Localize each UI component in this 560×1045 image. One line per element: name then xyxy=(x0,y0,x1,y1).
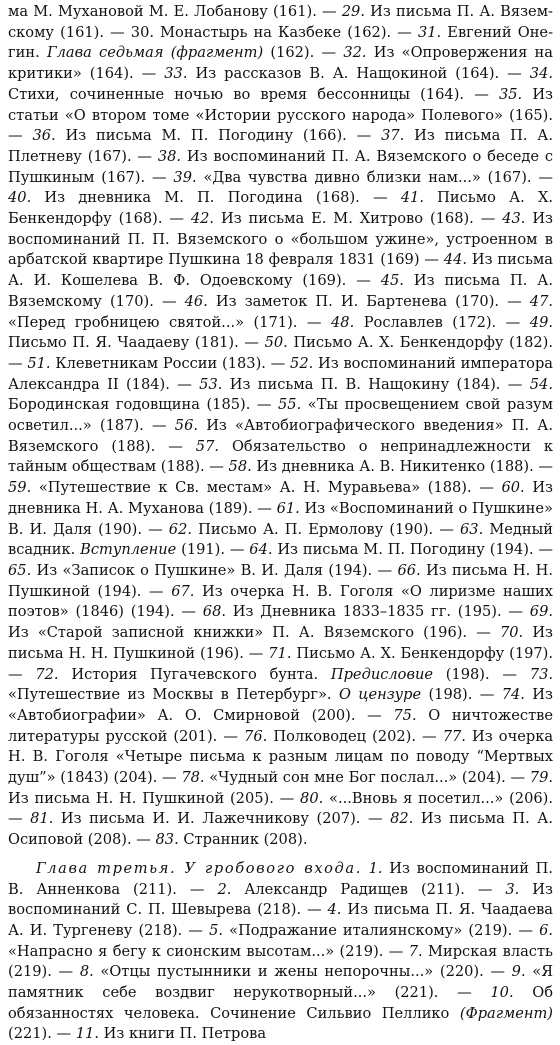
text-run: (191). — xyxy=(176,541,250,559)
entry-number: 42. xyxy=(190,210,215,228)
entry-number: 71. xyxy=(268,644,292,662)
text-run: История Пугачевского бунта. xyxy=(58,665,331,683)
entry-number: 49. xyxy=(529,313,553,331)
text-run: Из письма А. И. Кошелева В. Ф. Одоевскому (169). — xyxy=(8,251,553,290)
entry-number: 65. xyxy=(8,561,32,579)
entry-number: 82. xyxy=(390,810,414,828)
text-run: Из «Воспоминаний о Пушкине» В. И. Даля (190). — xyxy=(8,499,553,538)
entry-number: 10. xyxy=(490,984,514,1002)
italic-text: Предисловие xyxy=(330,665,433,683)
entry-number: 51. xyxy=(27,354,51,372)
text-run: Из письма М. П. Погодину (194). — xyxy=(272,541,553,559)
text-run xyxy=(362,860,369,877)
text-run: Из письма Н. Н. Пушкиной (196). — xyxy=(8,624,554,662)
text-run: Письмо П. Я. Чаадаеву (181). — xyxy=(8,334,265,352)
text-run: Из письма П. А. Вяземскому (161). — 30. Монастырь на Казбеке (162). — xyxy=(8,3,553,41)
text-run: Странник (208). xyxy=(178,831,308,849)
entry-number: 41. xyxy=(400,189,424,207)
text-run: Из «Опровержения на критики» (164). — xyxy=(8,44,553,83)
entry-number: 45. xyxy=(380,272,404,290)
entry-number: 55. xyxy=(278,396,302,414)
text-run: (162). — xyxy=(263,44,344,62)
text-run: (198). — xyxy=(433,665,530,683)
text-run: Евгений Онегин. xyxy=(8,23,553,62)
text-run: Из воспоминаний П. А. Вяземского о беседе с Пушкиным (167). — xyxy=(8,147,554,186)
entry-number: 1. xyxy=(368,859,383,877)
entry-number: 80. xyxy=(300,789,324,807)
text-run: Из дневника Н. А. Муханова (189). — xyxy=(8,479,554,517)
entry-number: 39. xyxy=(173,168,197,186)
entry-number: 63. xyxy=(460,520,484,538)
text-run: «Напрасно я бегу к сионским высотам...» (219). — xyxy=(8,942,409,960)
text-run: (221). — xyxy=(8,1025,76,1043)
text-run: «Два чувства дивно близки нам...» (167). — xyxy=(196,168,553,186)
entry-number: 66. xyxy=(397,561,421,579)
text-run: Из очерка Н. В. Гоголя «О лиризме наших поэтов» (1846) (194). — xyxy=(8,582,553,621)
entry-number: 7. xyxy=(408,942,423,960)
text-run: Из письма Н. Н. Пушкиной (205). — xyxy=(8,789,301,807)
text-run: Из воспоминаний С. П. Шевырева (218). — xyxy=(8,880,553,919)
text-run: Из дневника М. П. Погодина (168). — xyxy=(31,189,401,207)
text-run: ма М. Мухановой М. Е. Лобанову (161). — xyxy=(8,3,342,20)
text-run: «...Вновь я посетил...» (206). — xyxy=(8,789,553,828)
book-page xyxy=(8,2,553,1045)
text-run: Обязательство о непринадлежности к тайным обществам (188). — xyxy=(8,437,553,476)
text-run: (198). — xyxy=(421,686,502,704)
text-run: Письмо А. Х. Бенкендорфу (168). — xyxy=(8,189,553,228)
entry-number: 5. xyxy=(209,921,224,939)
entry-number: 50. xyxy=(264,334,288,352)
entry-number: 43. xyxy=(502,210,526,228)
text-run: О ничтожестве литературы русской (201). — xyxy=(8,706,553,745)
entry-number: 81. xyxy=(30,810,54,828)
entry-number: 73. xyxy=(529,665,553,683)
paragraph-chapter-three xyxy=(8,859,553,1045)
entry-number: 67. xyxy=(171,582,195,600)
text-run: Стихи, сочиненные ночью во время бессонницы (164). — xyxy=(8,85,499,103)
entry-number: 62. xyxy=(168,520,193,538)
text-run: «Путешествие из Москвы в Петербург». xyxy=(8,686,339,704)
text-run: Мирская власть (219). — xyxy=(8,942,553,981)
entry-number: 56. xyxy=(174,417,199,435)
italic-text: Вступление xyxy=(80,541,177,559)
paragraph-contents-continued xyxy=(8,2,553,851)
text-run: «Ты просвещением свой разум осветил...» (187). — xyxy=(8,396,553,435)
entry-number: 64. xyxy=(249,541,273,559)
text-run: Из письма И. И. Лажечникову (207). — xyxy=(53,810,391,828)
entry-number: 61. xyxy=(276,499,300,517)
text-run: Из письма П. Я. Чаадаева А. И. Тургеневу (218). — xyxy=(8,901,554,939)
italic-text: О цензуре xyxy=(338,686,422,704)
text-run: Бородинская годовщина (185). — xyxy=(8,396,279,414)
text-run: «Я памятник себе воздвиг нерукотворный...» (221). — xyxy=(8,963,553,1002)
text-run: Клеветникам России (183). — xyxy=(50,354,291,372)
entry-number: 83. xyxy=(155,831,179,849)
entry-number: 74. xyxy=(501,686,525,704)
text-run: Из письма П. В. Нащокину (184). — xyxy=(222,375,530,393)
entry-number: 32. xyxy=(343,44,367,62)
entry-number: 36. xyxy=(32,127,56,145)
entry-number: 53. xyxy=(199,375,223,393)
text-run: «Перед гробницею святой...» (171). — xyxy=(8,313,331,331)
entry-number: 75. xyxy=(393,706,417,724)
entry-number: 54. xyxy=(529,375,553,393)
entry-number: 2. xyxy=(217,880,232,898)
italic-text: (Фрагмент) xyxy=(459,1004,553,1022)
entry-number: 40. xyxy=(8,189,32,207)
text-run: Об обязанностях человека. Сочинение Сильвио Пеллико xyxy=(8,984,554,1022)
text-run: Из письма Е. М. Хитрово (168). — xyxy=(214,210,503,228)
text-run: Из «Записок о Пушкине» В. И. Даля (194). — xyxy=(31,561,398,579)
entry-number: 46. xyxy=(184,292,208,310)
text-run: Из книги П. Петрова xyxy=(98,1025,267,1043)
text-run: Из «Автобиографического введения» П. А. Вяземского (188). — xyxy=(8,417,553,455)
entry-number: 47. xyxy=(529,292,553,310)
text-run: Из письма П. А. Плетневу (167). — xyxy=(8,127,553,165)
text-run: Из воспоминаний П. П. Вяземского о «большом ужине», устроенном в арбатской квартире Пушкина 18 февраля 1831 (169) — xyxy=(8,210,554,269)
text-run: Из письма П. А. Осиповой (208). — xyxy=(8,810,553,849)
entry-number: 37. xyxy=(381,127,405,145)
text-run: «Путешествие к Св. местам» А. Н. Муравьева» (188). — xyxy=(31,479,502,497)
entry-number: 76. xyxy=(244,727,268,745)
text-run: Из Дневника 1833–1835 гг. (195). — xyxy=(226,603,530,621)
text-run: Из рассказов В. А. Нащокиной (164). — xyxy=(187,65,530,83)
chapter-heading: Глава третья. У гробового входа. xyxy=(36,859,362,877)
entry-number: 48. xyxy=(331,313,355,331)
entry-number: 4. xyxy=(327,901,342,919)
text-run: Письмо А. Х. Бенкендорфу (182). — xyxy=(8,334,553,372)
entry-number: 3. xyxy=(505,880,520,898)
text-run: Рославлев (172). — xyxy=(354,313,530,331)
entry-number: 77. xyxy=(442,727,466,745)
entry-number: 58. xyxy=(228,458,252,476)
entry-number: 44. xyxy=(443,251,467,269)
entry-number: 33. xyxy=(164,65,188,83)
text-run: Из «Автобиографии» А. О. Смирновой (200). — xyxy=(8,686,553,724)
entry-number: 78. xyxy=(181,769,205,787)
text-run: Александр Радищев (211). — xyxy=(231,880,506,898)
entry-number: 52. xyxy=(290,354,314,372)
entry-number: 8. xyxy=(79,963,94,981)
text-run: Из письма П. А. Вяземскому (170). — xyxy=(8,272,553,310)
entry-number: 79. xyxy=(529,769,553,787)
text-run: Из очерка Н. В. Гоголя «Четыре письма к разным лицам по поводу “Мертвых душ”» (1843) (204). — xyxy=(8,727,554,787)
text-run: Из заметок П. И. Бартенева (170). — xyxy=(207,292,530,310)
text-run: Письмо А. П. Ермолову (190). — xyxy=(192,520,461,538)
entry-number: 29. xyxy=(341,3,365,20)
entry-number: 70. xyxy=(499,624,524,642)
entry-number: 59. xyxy=(8,479,32,497)
entry-number: 69. xyxy=(529,603,553,621)
text-run: Из дневника А. В. Никитенко (188). — xyxy=(251,458,553,476)
entry-number: 35. xyxy=(498,85,523,103)
entry-number: 9. xyxy=(511,963,526,981)
entry-number: 11. xyxy=(75,1025,99,1043)
text-run: Письмо А. Х. Бенкендорфу (197). — xyxy=(8,644,554,683)
text-run: Из письма М. П. Погодину (166). — xyxy=(55,127,382,145)
entry-number: 34. xyxy=(529,65,553,83)
text-run: Из письма Н. Н. Пушкиной (194). — xyxy=(8,561,553,600)
text-run: Из «Старой записной книжки» П. А. Вяземского (196). — xyxy=(8,624,500,642)
text-run: Из статьи «О втором томе «Истории русского народа» Полевого» (165). — xyxy=(8,85,554,145)
text-run: Из воспоминаний императора Александра II (184). — xyxy=(8,354,553,393)
text-run: Медный всадник. xyxy=(8,520,553,559)
text-run: «Подражание италиянскому» (219). — xyxy=(223,921,540,939)
entry-number: 68. xyxy=(202,603,226,621)
text-run: Из воспоминаний П. В. Анненкова (211). — xyxy=(8,859,554,898)
entry-number: 31. xyxy=(417,23,442,41)
italic-text: Глава седьмая (фрагмент) xyxy=(46,44,264,62)
entry-number: 60. xyxy=(501,479,525,497)
entry-number: 38. xyxy=(157,147,182,165)
entry-number: 57. xyxy=(195,437,219,455)
entry-number: 6. xyxy=(539,921,553,939)
text-run: Полководец (202). — xyxy=(267,727,443,745)
text-run: «Чудный сон мне Бог послал...» (204). — xyxy=(204,769,530,787)
text-run: «Отцы пустынники и жены непорочны...» (220). — xyxy=(93,963,512,981)
entry-number: 72. xyxy=(35,665,59,683)
